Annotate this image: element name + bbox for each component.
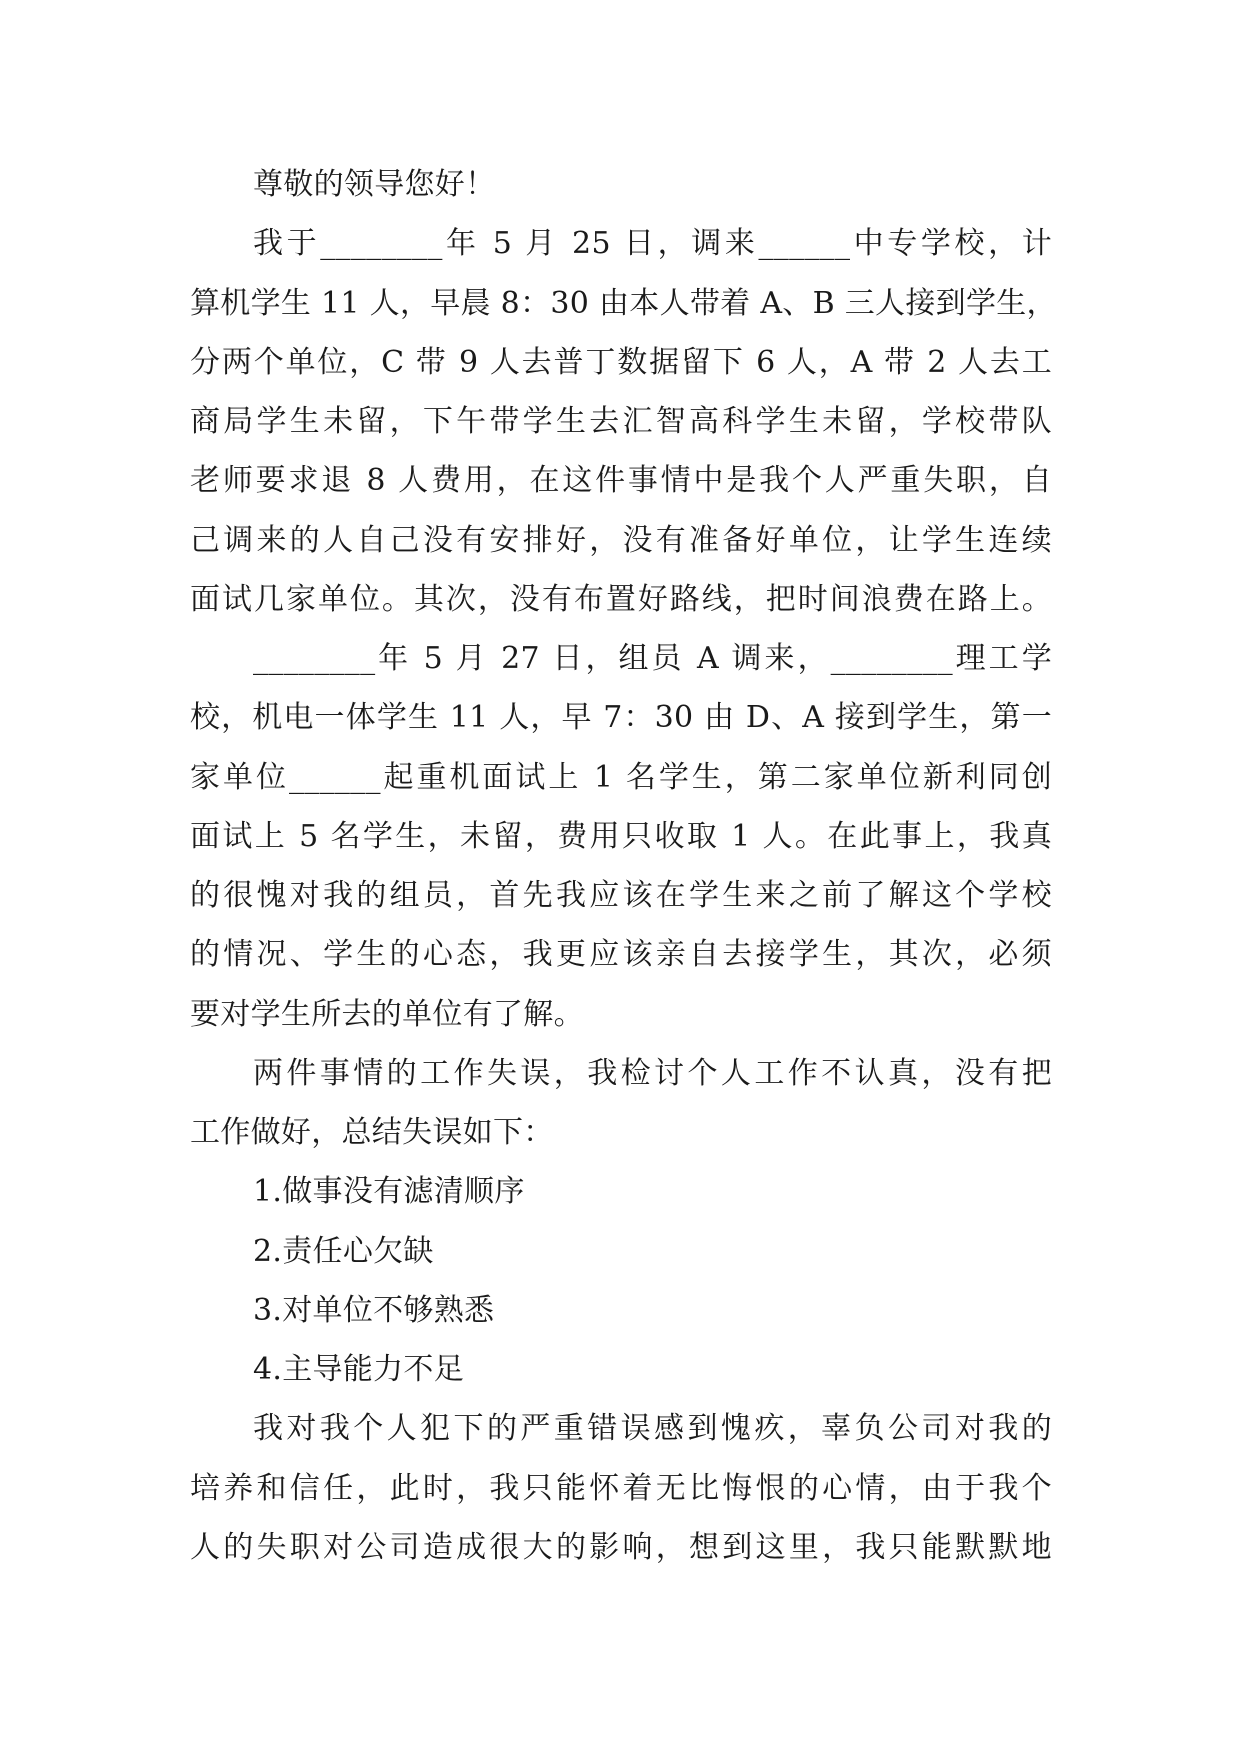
list-item: 3.对单位不够熟悉 [253, 1293, 495, 1328]
paragraph-line: ________年 5 月 27 日，组员 A 调来，________理工学 [253, 641, 1052, 676]
paragraph-line: 我于________年 5 月 25 日，调来______中专学校，计 [253, 226, 1052, 261]
paragraph-line: 己调来的人自己没有安排好，没有准备好单位，让学生连续 [190, 523, 1052, 558]
paragraph-line: 校，机电一体学生 11 人，早 7：30 由 D、A 接到学生，第一 [190, 700, 1052, 735]
list-item: 4.主导能力不足 [253, 1352, 465, 1387]
list-item: 2.责任心欠缺 [253, 1234, 434, 1269]
paragraph-line: 老师要求退 8 人费用，在这件事情中是我个人严重失职，自 [190, 463, 1052, 498]
paragraph-line: 分两个单位，C 带 9 人去普丁数据留下 6 人，A 带 2 人去工 [190, 345, 1052, 380]
paragraph-line: 算机学生 11 人，早晨 8：30 由本人带着 A、B 三人接到学生， [190, 286, 1057, 321]
paragraph-line: 培养和信任，此时，我只能怀着无比悔恨的心情，由于我个 [190, 1471, 1052, 1506]
paragraph-line: 面试几家单位。其次，没有布置好路线，把时间浪费在路上。 [190, 582, 1052, 617]
salutation: 尊敬的领导您好！ [253, 167, 496, 202]
paragraph-line: 人的失职对公司造成很大的影响，想到这里，我只能默默地 [190, 1530, 1052, 1565]
paragraph-line: 的情况、学生的心态，我更应该亲自去接学生，其次，必须 [190, 937, 1052, 972]
paragraph-line: 要对学生所去的单位有了解。 [190, 997, 584, 1032]
paragraph-line: 工作做好，总结失误如下： [190, 1115, 554, 1150]
paragraph-line: 两件事情的工作失误，我检讨个人工作不认真，没有把 [253, 1056, 1052, 1091]
paragraph-line: 的很愧对我的组员，首先我应该在学生来之前了解这个学校 [190, 878, 1052, 913]
paragraph-line: 我对我个人犯下的严重错误感到愧疚，辜负公司对我的 [253, 1411, 1052, 1446]
paragraph-line: 商局学生未留，下午带学生去汇智高科学生未留，学校带队 [190, 404, 1052, 439]
paragraph-line: 面试上 5 名学生，未留，费用只收取 1 人。在此事上，我真 [190, 819, 1052, 854]
list-item: 1.做事没有滤清顺序 [253, 1174, 525, 1209]
paragraph-line: 家单位______起重机面试上 1 名学生，第二家单位新利同创 [190, 760, 1052, 795]
